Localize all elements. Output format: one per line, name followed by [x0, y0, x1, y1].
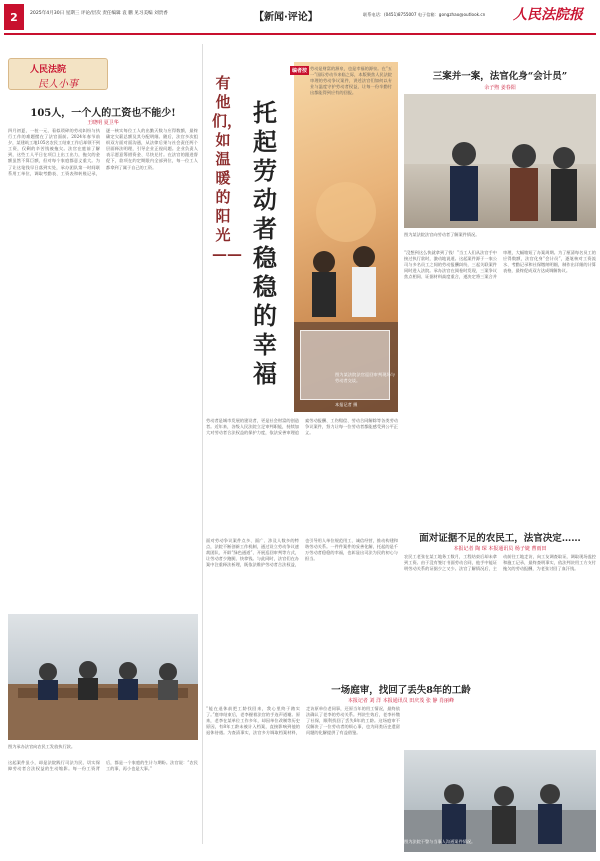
article-left-title: 105人，一个人的工资也不能少!: [30, 108, 176, 119]
article-bottom-body: “能在退休前把工龄找回来，我心里终于踏实了。”庭审结束后，老李握着法官的手连声道谢。原来，老李在某单位工作多年，却因单位改制等历史原因，有8年工龄未被计入档案，直接影响到他的退休待遇。为查清事实，法官多方调取档案材料，走访原单位老同事，还原当年的用工情况，最终依法确认了老李的劳动关系。判决生效后，老李补缴了社保，顺利找回了丢失8年的工龄。这场庭审不仅解决了一位劳动者的烦心事，也为同类历史遗留问题的化解提供了有益借鉴。: [206, 706, 400, 736]
article-left-body-continued: 这起案件虽小，却是法院践行司法为民、切实保障劳动者合法权益的生动缩影。每一份工资背后，都是一个家庭的生计与期盼。法官说：“农民工的事，再小也是大事。”: [8, 760, 198, 772]
commentary-body-lower: 面对劳动争议案件点多、面广、涉及人数多的特点，法院不断创新工作机制，通过设立劳动争议速裁团队、开辟“绿色通道”、开展巡回审判等方式，让劳动者少跑腿、快拿钱。与此同时，法官们在办案中注重释法析理，既依法维护劳动者合法权益，也引导用人单位规范用工、诚信经营，推动构建和谐劳动关系。一件件案件的妥善化解，托起的是千万劳动者稳稳的幸福，也彰显出司法为民的初心与担当。: [206, 538, 398, 568]
article-mid-right-body: 农民工老张在某工地务工数月，工程结束后却未拿到工资。由于没有签订书面劳动合同，他手中能证明劳动关系的证据少之又少。法官了解情况后，主动前往工地走访，向工友调查取证，调取现场监控和施工记录，最终查明事实，依法判决用工方支付拖欠的劳动报酬，为老张讨回了血汗钱。: [404, 554, 596, 572]
commentary-title: 托起劳动者稳稳的幸福: [253, 98, 277, 388]
section-title: 【新闻·评论】: [254, 12, 318, 23]
contact-info: 联系电话：(0451)8755007 电子信箱：gongzhao@outlook.cn: [363, 12, 486, 17]
article-right-top-photo: [404, 94, 596, 228]
article-right-top-photo-caption: 图为某法院法官向劳动者了解案件情况。: [404, 232, 480, 237]
article-mid-right-byline: 本报记者 陶 琛 本报通讯员 杨子婕 曹雨田: [453, 546, 547, 552]
article-bottom-byline: 本报记者 刘 洋 本报通讯员 田庆茂 张 静 肖丽峰: [347, 698, 455, 704]
commentary-photo-caption: 图为某法院法官巡回审判现场与劳动者交谈。: [335, 372, 395, 383]
meeting-photo-illustration: [8, 614, 198, 740]
editor-note-body: 劳动是财富的源泉，也是幸福的源泉。在“五一”国际劳动节来临之际，本版聚焦人民法院审理的劳动争议案件，讲述法官们如何以专业与温度守护劳动者权益，让每一份辛勤付出都能得到应有的回报。: [310, 66, 392, 96]
date-line: 2025年4月30日 星期三 评论/层次 责任编辑 袁 鹏 见习美编 刘贵香: [30, 11, 168, 16]
column-banner-line1: 人民法院: [30, 65, 67, 75]
article-right-top-byline: 余子煦 姜春阳: [484, 85, 516, 91]
commentary-body-upper: 劳动者是城市发展的建设者，更是社会财富的创造者。近年来，各级人民法院立足审判职能，持续加大对劳动者合法权益的保护力度，依法妥善审理追索劳动报酬、工伤赔偿、劳动合同解除等各类劳动争议案件，努力让每一位劳动者都能感受到公平正义。: [206, 418, 398, 436]
article-bottom-photo: [404, 750, 596, 852]
article-right-top-title: 三案并一案，法官化身“会计员”: [432, 71, 568, 82]
commentary-photo-credit: 本报记者 摄: [335, 402, 358, 407]
header-divider: [4, 33, 596, 35]
article-bottom-photo-caption: 图为法院干警与当事人沟通案件情况。: [404, 839, 476, 844]
column-banner-line2: 民人小事: [38, 79, 78, 90]
article-left-photo-caption: 图为承办法官向农民工发放执行款。: [8, 744, 76, 749]
editor-note-tag: 编者按: [292, 68, 308, 74]
tribunal-sign-plate: [300, 330, 390, 400]
page-number: 2: [4, 4, 24, 30]
interview-photo-illustration: [404, 94, 596, 228]
article-bottom-title: 一场庭审，找回了丢失8年的工龄: [331, 685, 471, 696]
article-mid-right-title: 面对证据不足的农民工，法官决定……: [419, 533, 581, 544]
commentary-subtitle: 有他们，如温暖的阳光——: [212, 74, 243, 263]
article-right-top-body: “没想到这么快就拿到了钱！”当工人们从法官手中接过执行款时，激动地说道。这起案件源于一家公司与多名员工之间的劳动报酬纠纷，三起关联案件同时进入法院。承办法官在阅卷时发现，三案争议焦点相同、证据材料高度重合，遂决定将三案合并审理，大幅缩短了办案周期。为了厘清每名员工的应得数额，法官化身“会计员”，逐笔核对工资流水、考勤记录和社保缴纳明细，制作出详细的计算表格，最终促成双方达成调解协议。: [404, 250, 596, 280]
article-left-byline: 王晓明 夏卫华: [87, 120, 119, 126]
masthead-logo: 人民法院报: [513, 7, 583, 23]
office-photo-illustration: [404, 750, 596, 852]
article-left-body: 四月初夏，一桩一元、看似琐碎的劳动纠纷与执行工作的难题摆在了法官面前。2024年春节前夕，某建筑工地105名农民工结束工作后却领不到工资，仅剩的辛苦钱被拖欠。法官在庭前了解到，这些工人平日在项目上出工出力，拖欠的金额虽然不算巨额，但对每个家庭都意义重大。为了让这笔钱早日落到实处，承办团队第一时间联系用工单位，调取考勤表、工资表和转账记录，逐一核实每位工人的出勤天数与应得数额，最终确定欠薪总额及其分配明细。随后，法官多次组织双方面对面沟通，从法律后果与社会责任两个层面释法明理，引导企业正视问题。企业负责人表示愿意筹措资金、尽快兑付。在法官的跟进督促下，款项在约定期限内全部到位，每一位工人都拿到了属于自己的工资。: [8, 128, 198, 176]
article-left-photo: [8, 614, 198, 740]
column-divider: [202, 44, 203, 844]
